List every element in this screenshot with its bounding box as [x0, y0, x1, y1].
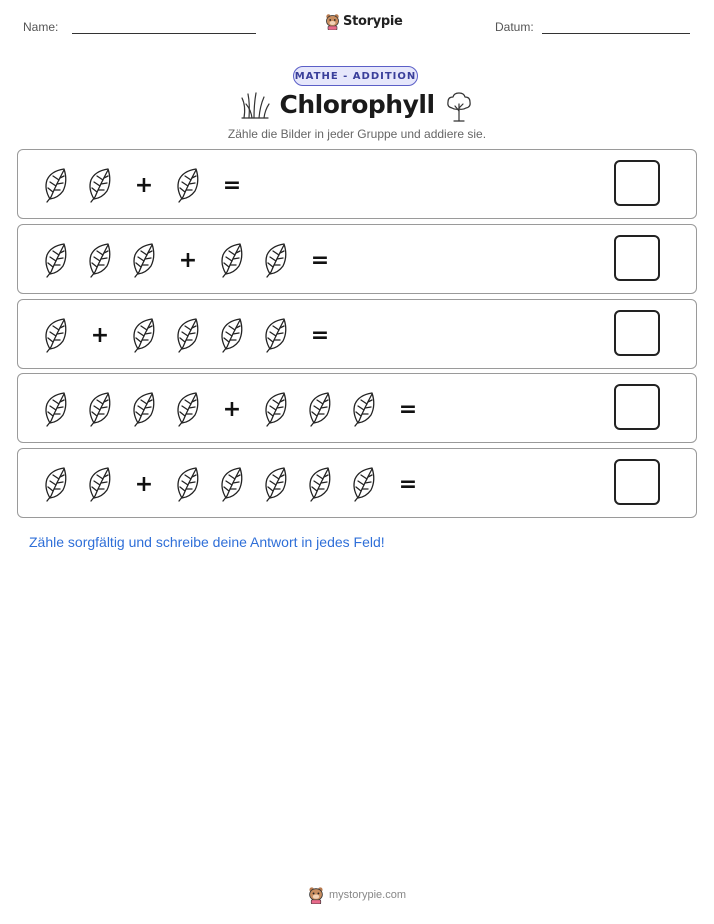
- grass-icon: [240, 92, 270, 120]
- leaf-icon: [42, 300, 70, 370]
- problem-row: [17, 373, 697, 443]
- leaf-icon: [350, 374, 378, 444]
- leaf-icon: [262, 374, 290, 444]
- equals-sign: =: [398, 396, 418, 422]
- brand-logo: [325, 13, 403, 30]
- leaf-icon: [262, 300, 290, 370]
- storypie-mascot-icon: [308, 886, 324, 904]
- leaf-icon: [42, 449, 70, 519]
- problem-row: [17, 149, 697, 219]
- name-line[interactable]: [72, 33, 256, 34]
- name-label: Name:: [23, 20, 59, 34]
- tree-icon: [445, 92, 473, 122]
- equals-sign: =: [310, 247, 330, 273]
- answer-box[interactable]: [614, 384, 660, 430]
- answer-box[interactable]: [614, 459, 660, 505]
- instructions-subtitle: Zähle die Bilder in jeder Gruppe und addiere sie.: [227, 127, 487, 141]
- leaf-icon: [86, 449, 114, 519]
- plus-sign: +: [134, 471, 154, 497]
- leaf-icon: [306, 449, 334, 519]
- date-label: Datum:: [495, 20, 534, 34]
- leaf-icon: [42, 150, 70, 220]
- leaf-icon: [174, 300, 202, 370]
- leaf-icon: [218, 300, 246, 370]
- leaf-icon: [218, 225, 246, 295]
- answer-box[interactable]: [614, 160, 660, 206]
- leaf-icon: [42, 225, 70, 295]
- leaf-icon: [174, 449, 202, 519]
- website-url: mystorypie.com: [329, 889, 407, 901]
- storypie-mascot-icon: [325, 13, 340, 30]
- leaf-icon: [262, 225, 290, 295]
- leaf-icon: [262, 449, 290, 519]
- footer-website: [308, 886, 406, 904]
- instruction-note: Zähle sorgfältig und schreibe deine Antwort in jedes Feld!: [29, 534, 385, 550]
- plus-sign: +: [90, 322, 110, 348]
- plus-sign: +: [134, 172, 154, 198]
- leaf-icon: [218, 449, 246, 519]
- leaf-icon: [130, 225, 158, 295]
- leaf-icon: [86, 150, 114, 220]
- leaf-icon: [306, 374, 334, 444]
- leaf-icon: [174, 150, 202, 220]
- plus-sign: +: [222, 396, 242, 422]
- leaf-icon: [86, 225, 114, 295]
- leaf-icon: [174, 374, 202, 444]
- problem-row: [17, 299, 697, 369]
- leaf-icon: [42, 374, 70, 444]
- answer-box[interactable]: [614, 235, 660, 281]
- leaf-icon: [130, 374, 158, 444]
- date-line[interactable]: [542, 33, 690, 34]
- leaf-icon: [130, 300, 158, 370]
- answer-box[interactable]: [614, 310, 660, 356]
- equals-sign: =: [222, 172, 242, 198]
- brand-name: Storypie: [343, 14, 403, 29]
- page-title: Chlorophyll: [279, 90, 435, 119]
- subject-badge: MATHE - ADDITION: [293, 66, 418, 86]
- plus-sign: +: [178, 247, 198, 273]
- equals-sign: =: [398, 471, 418, 497]
- leaf-icon: [350, 449, 378, 519]
- leaf-icon: [86, 374, 114, 444]
- problem-row: [17, 448, 697, 518]
- equals-sign: =: [310, 322, 330, 348]
- problem-row: [17, 224, 697, 294]
